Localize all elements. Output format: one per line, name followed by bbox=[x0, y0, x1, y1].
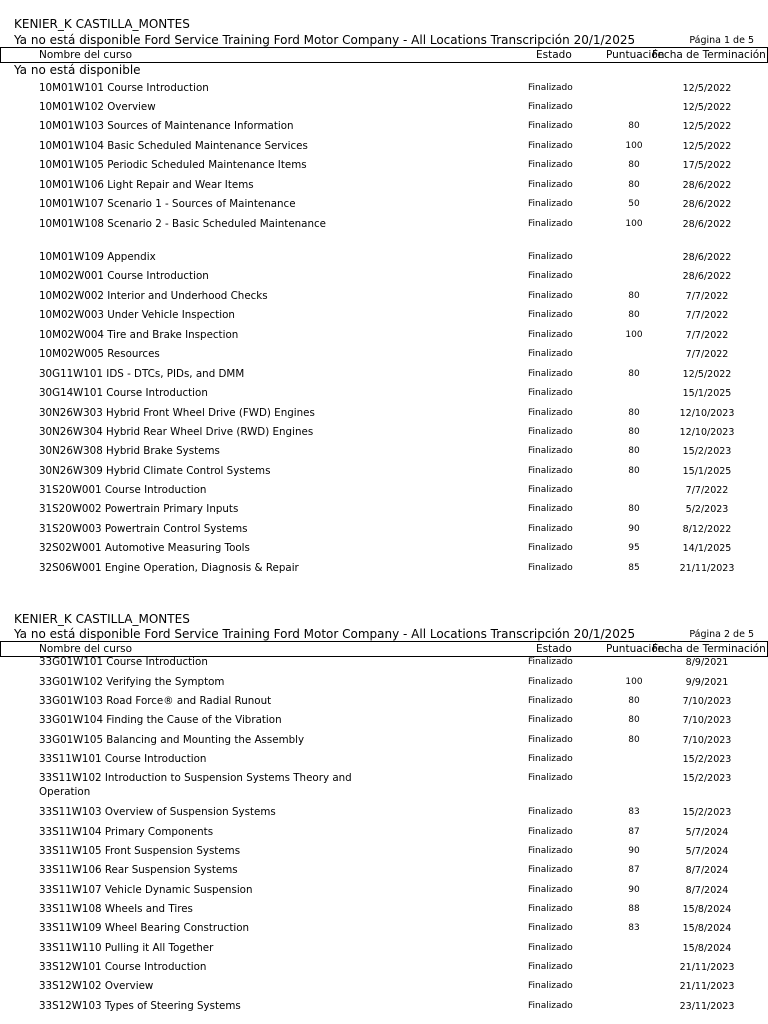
course-score: 80 bbox=[628, 696, 640, 706]
page-number: Página 1 de 5 bbox=[689, 35, 754, 46]
course-status: Finalizado bbox=[528, 1001, 573, 1011]
transcript-subtitle: Ya no está disponible Ford Service Training Ford Motor Company - All Locations Transcripción 20/1/2025 bbox=[14, 33, 636, 47]
completion-date: 7/7/2022 bbox=[685, 291, 729, 302]
course-score: 85 bbox=[628, 563, 640, 573]
course-status: Finalizado bbox=[528, 827, 573, 837]
course-status: Finalizado bbox=[528, 923, 573, 933]
course-status: Finalizado bbox=[528, 330, 573, 340]
course-status: Finalizado bbox=[528, 735, 573, 745]
transcript-subtitle: Ya no está disponible Ford Service Training Ford Motor Company - All Locations Transcripción 20/1/2025 bbox=[14, 627, 636, 641]
completion-date: 8/9/2021 bbox=[685, 657, 729, 668]
course-name: 33S11W105 Front Suspension Systems bbox=[39, 845, 241, 857]
course-score: 80 bbox=[628, 369, 640, 379]
completion-date: 28/6/2022 bbox=[682, 219, 732, 230]
course-status: Finalizado bbox=[528, 773, 573, 783]
page-number: Página 2 de 5 bbox=[689, 629, 754, 640]
completion-date: 12/5/2022 bbox=[682, 121, 732, 132]
completion-date: 12/5/2022 bbox=[682, 141, 732, 152]
course-name: 10M01W106 Light Repair and Wear Items bbox=[39, 179, 254, 191]
course-status: Finalizado bbox=[528, 904, 573, 914]
completion-date: 8/12/2022 bbox=[682, 524, 732, 535]
completion-date: 12/5/2022 bbox=[682, 83, 732, 94]
course-status: Finalizado bbox=[528, 252, 573, 262]
course-status: Finalizado bbox=[528, 846, 573, 856]
completion-date: 28/6/2022 bbox=[682, 271, 732, 282]
course-name: 10M02W003 Under Vehicle Inspection bbox=[39, 309, 235, 321]
course-status: Finalizado bbox=[528, 981, 573, 991]
course-score: 100 bbox=[625, 141, 643, 151]
section-title: Ya no está disponible bbox=[14, 63, 141, 77]
course-status: Finalizado bbox=[528, 349, 573, 359]
course-score: 90 bbox=[628, 524, 640, 534]
course-name: 33G01W104 Finding the Cause of the Vibration bbox=[39, 714, 282, 726]
course-name: 33S11W107 Vehicle Dynamic Suspension bbox=[39, 884, 253, 896]
course-name: 10M01W103 Sources of Maintenance Information bbox=[39, 120, 294, 132]
course-status: Finalizado bbox=[528, 369, 573, 379]
course-status: Finalizado bbox=[528, 696, 573, 706]
course-name: 10M01W109 Appendix bbox=[39, 251, 156, 263]
course-name: 33S11W106 Rear Suspension Systems bbox=[39, 864, 238, 876]
completion-date: 7/7/2022 bbox=[685, 310, 729, 321]
completion-date: 23/11/2023 bbox=[679, 1001, 735, 1012]
course-score: 100 bbox=[625, 219, 643, 229]
completion-date: 15/2/2023 bbox=[682, 446, 732, 457]
course-score: 90 bbox=[628, 846, 640, 856]
course-score: 83 bbox=[628, 923, 640, 933]
completion-date: 28/6/2022 bbox=[682, 199, 732, 210]
course-name: 30N26W309 Hybrid Climate Control Systems bbox=[39, 465, 271, 477]
column-header-status: Estado bbox=[536, 49, 572, 61]
course-status: Finalizado bbox=[528, 83, 573, 93]
course-name: 33G01W103 Road Force® and Radial Runout bbox=[39, 695, 272, 707]
course-status: Finalizado bbox=[528, 388, 573, 398]
column-header-course: Nombre del curso bbox=[39, 643, 133, 655]
course-status: Finalizado bbox=[528, 943, 573, 953]
course-name: 33G01W105 Balancing and Mounting the Assembly bbox=[39, 734, 305, 746]
course-status: Finalizado bbox=[528, 962, 573, 972]
course-status: Finalizado bbox=[528, 160, 573, 170]
course-status: Finalizado bbox=[528, 807, 573, 817]
completion-date: 12/5/2022 bbox=[682, 369, 732, 380]
course-status: Finalizado bbox=[528, 885, 573, 895]
column-header-score: Puntuación bbox=[606, 643, 665, 655]
person-name: KENIER_K CASTILLA_MONTES bbox=[14, 17, 190, 31]
completion-date: 12/5/2022 bbox=[682, 102, 732, 113]
course-score: 80 bbox=[628, 408, 640, 418]
course-score: 87 bbox=[628, 865, 640, 875]
course-name: 32S06W001 Engine Operation, Diagnosis & Repair bbox=[39, 562, 299, 574]
course-status: Finalizado bbox=[528, 715, 573, 725]
course-status: Finalizado bbox=[528, 563, 573, 573]
course-score: 80 bbox=[628, 715, 640, 725]
completion-date: 5/7/2024 bbox=[685, 827, 729, 838]
column-header-date: Fecha de Terminación bbox=[652, 643, 766, 655]
course-name: 33G01W102 Verifying the Symptom bbox=[39, 676, 225, 688]
completion-date: 12/10/2023 bbox=[679, 427, 735, 438]
completion-date: 12/10/2023 bbox=[679, 408, 735, 419]
course-status: Finalizado bbox=[528, 677, 573, 687]
course-score: 80 bbox=[628, 446, 640, 456]
completion-date: 21/11/2023 bbox=[679, 962, 735, 973]
course-status: Finalizado bbox=[528, 754, 573, 764]
course-status: Finalizado bbox=[528, 180, 573, 190]
course-name: 33G01W101 Course Introduction bbox=[39, 656, 208, 668]
course-name: 30N26W303 Hybrid Front Wheel Drive (FWD) Engines bbox=[39, 407, 315, 419]
course-score: 100 bbox=[625, 330, 643, 340]
course-score: 80 bbox=[628, 310, 640, 320]
course-name: 30G14W101 Course Introduction bbox=[39, 387, 208, 399]
course-name: 30G11W101 IDS - DTCs, PIDs, and DMM bbox=[39, 368, 245, 380]
completion-date: 15/8/2024 bbox=[682, 923, 732, 934]
course-status: Finalizado bbox=[528, 408, 573, 418]
completion-date: 7/7/2022 bbox=[685, 485, 729, 496]
course-status: Finalizado bbox=[528, 141, 573, 151]
table-header bbox=[0, 47, 768, 63]
course-name: 10M01W102 Overview bbox=[39, 101, 156, 113]
course-name: 10M01W101 Course Introduction bbox=[39, 82, 209, 94]
completion-date: 15/8/2024 bbox=[682, 904, 732, 915]
course-score: 80 bbox=[628, 160, 640, 170]
course-score: 50 bbox=[628, 199, 640, 209]
course-status: Finalizado bbox=[528, 102, 573, 112]
completion-date: 28/6/2022 bbox=[682, 252, 732, 263]
completion-date: 5/2/2023 bbox=[685, 504, 729, 515]
completion-date: 28/6/2022 bbox=[682, 180, 732, 191]
course-name: 30N26W308 Hybrid Brake Systems bbox=[39, 445, 220, 457]
completion-date: 15/1/2025 bbox=[682, 466, 732, 477]
course-score: 80 bbox=[628, 466, 640, 476]
completion-date: 8/7/2024 bbox=[685, 885, 729, 896]
course-name: 33S11W102 Introduction to Suspension Systems Theory and Operation bbox=[39, 772, 352, 798]
course-score: 80 bbox=[628, 504, 640, 514]
completion-date: 7/10/2023 bbox=[682, 715, 732, 726]
course-status: Finalizado bbox=[528, 543, 573, 553]
course-name: 33S11W108 Wheels and Tires bbox=[39, 903, 193, 915]
course-status: Finalizado bbox=[528, 291, 573, 301]
course-score: 90 bbox=[628, 885, 640, 895]
completion-date: 15/8/2024 bbox=[682, 943, 732, 954]
course-status: Finalizado bbox=[528, 271, 573, 281]
course-score: 95 bbox=[628, 543, 640, 553]
completion-date: 9/9/2021 bbox=[685, 677, 729, 688]
completion-date: 21/11/2023 bbox=[679, 563, 735, 574]
course-name: 31S20W003 Powertrain Control Systems bbox=[39, 523, 248, 535]
completion-date: 21/11/2023 bbox=[679, 981, 735, 992]
course-name: 33S12W102 Overview bbox=[39, 980, 154, 992]
course-score: 80 bbox=[628, 427, 640, 437]
course-name: 33S11W110 Pulling it All Together bbox=[39, 942, 214, 954]
completion-date: 7/7/2022 bbox=[685, 330, 729, 341]
course-name: 33S11W101 Course Introduction bbox=[39, 753, 207, 765]
column-header-course: Nombre del curso bbox=[39, 49, 133, 61]
course-name: 33S11W104 Primary Components bbox=[39, 826, 214, 838]
completion-date: 7/10/2023 bbox=[682, 696, 732, 707]
course-status: Finalizado bbox=[528, 865, 573, 875]
completion-date: 15/2/2023 bbox=[682, 773, 732, 784]
course-status: Finalizado bbox=[528, 427, 573, 437]
completion-date: 14/1/2025 bbox=[682, 543, 732, 554]
course-status: Finalizado bbox=[528, 121, 573, 131]
course-score: 87 bbox=[628, 827, 640, 837]
column-header-status: Estado bbox=[536, 643, 572, 655]
course-name: 31S20W001 Course Introduction bbox=[39, 484, 207, 496]
course-name: 10M02W001 Course Introduction bbox=[39, 270, 209, 282]
completion-date: 8/7/2024 bbox=[685, 865, 729, 876]
course-score: 88 bbox=[628, 904, 640, 914]
course-score: 100 bbox=[625, 677, 643, 687]
course-status: Finalizado bbox=[528, 446, 573, 456]
course-name: 33S12W101 Course Introduction bbox=[39, 961, 207, 973]
course-score: 80 bbox=[628, 121, 640, 131]
completion-date: 15/2/2023 bbox=[682, 754, 732, 765]
course-score: 80 bbox=[628, 180, 640, 190]
course-name: 10M01W105 Periodic Scheduled Maintenance Items bbox=[39, 159, 307, 171]
course-status: Finalizado bbox=[528, 524, 573, 534]
course-score: 80 bbox=[628, 291, 640, 301]
course-name: 30N26W304 Hybrid Rear Wheel Drive (RWD) Engines bbox=[39, 426, 314, 438]
completion-date: 15/1/2025 bbox=[682, 388, 732, 399]
table-header bbox=[0, 641, 768, 657]
course-score: 83 bbox=[628, 807, 640, 817]
course-name: 31S20W002 Powertrain Primary Inputs bbox=[39, 503, 239, 515]
course-status: Finalizado bbox=[528, 199, 573, 209]
course-name: 10M02W004 Tire and Brake Inspection bbox=[39, 329, 239, 341]
course-status: Finalizado bbox=[528, 219, 573, 229]
course-name: 10M01W104 Basic Scheduled Maintenance Services bbox=[39, 140, 308, 152]
course-status: Finalizado bbox=[528, 485, 573, 495]
course-name: 10M01W108 Scenario 2 - Basic Scheduled Maintenance bbox=[39, 218, 327, 230]
course-name: 10M02W002 Interior and Underhood Checks bbox=[39, 290, 268, 302]
course-name: 32S02W001 Automotive Measuring Tools bbox=[39, 542, 250, 554]
course-name: 10M02W005 Resources bbox=[39, 348, 160, 360]
course-name: 10M01W107 Scenario 1 - Sources of Maintenance bbox=[39, 198, 296, 210]
course-name: 33S12W103 Types of Steering Systems bbox=[39, 1000, 241, 1012]
course-status: Finalizado bbox=[528, 310, 573, 320]
course-name: 33S11W103 Overview of Suspension Systems bbox=[39, 806, 276, 818]
course-status: Finalizado bbox=[528, 504, 573, 514]
completion-date: 7/7/2022 bbox=[685, 349, 729, 360]
column-header-date: Fecha de Terminación bbox=[652, 49, 766, 61]
completion-date: 15/2/2023 bbox=[682, 807, 732, 818]
column-header-score: Puntuación bbox=[606, 49, 665, 61]
course-status: Finalizado bbox=[528, 466, 573, 476]
person-name: KENIER_K CASTILLA_MONTES bbox=[14, 612, 190, 626]
course-score: 80 bbox=[628, 735, 640, 745]
completion-date: 17/5/2022 bbox=[682, 160, 732, 171]
course-status: Finalizado bbox=[528, 657, 573, 667]
completion-date: 7/10/2023 bbox=[682, 735, 732, 746]
completion-date: 5/7/2024 bbox=[685, 846, 729, 857]
course-name: 33S11W109 Wheel Bearing Construction bbox=[39, 922, 250, 934]
